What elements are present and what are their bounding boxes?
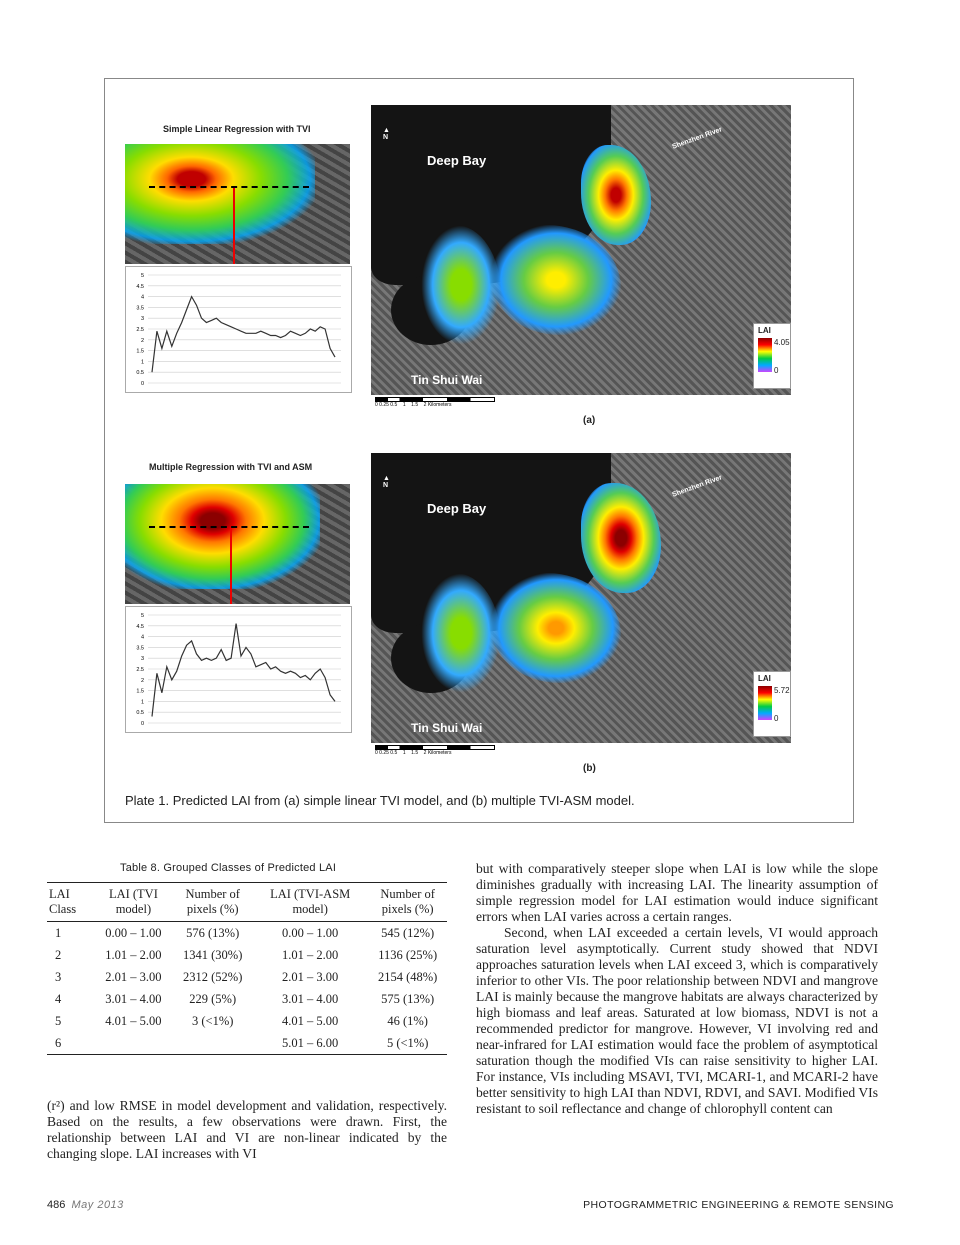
table-header-row xyxy=(47,883,447,922)
table-cell: 1136 (25%) xyxy=(378,947,438,962)
profile-b-ytick-label: 3.5 xyxy=(136,645,144,652)
table-cell: 0.00 – 1.00 xyxy=(282,925,339,940)
table-cell: 3 xyxy=(55,969,62,984)
table-cell: 2 xyxy=(55,947,62,962)
profile-a-ytick-label: 2 xyxy=(140,337,144,344)
table-cell: 1 xyxy=(55,925,62,940)
table-cell: 3.01 – 4.00 xyxy=(105,991,162,1006)
issue-date: May 2013 xyxy=(71,1199,124,1211)
left-paragraph: (r²) and low RMSE in model development and validation, respectively. Based on the results, a few observations were drawn. First, the relationship between LAI and VI are non-linear indicated by the changing slope. LAI increases with VI xyxy=(47,1098,447,1161)
right-paragraph-1: but with comparatively steeper slope when LAI is low while the slope diminishes gradually with increasing LAI. The linearity assumption of simple regression model for LAI estimation would induce significant errors when LAI varies across a certain ranges. xyxy=(476,861,878,924)
legend-min-a: 0 xyxy=(774,366,779,375)
tin-shui-wai-label-a: Tin Shui Wai xyxy=(411,373,483,387)
table-row xyxy=(47,1010,447,1032)
panel-letter-b: (b) xyxy=(583,763,596,774)
panel-b-map xyxy=(371,453,791,743)
profile-a-ytick-label: 5 xyxy=(140,273,144,279)
panel-a-map xyxy=(371,105,791,395)
north-arrow-b: ▲ N xyxy=(383,475,390,489)
plate-1-figure xyxy=(104,78,854,823)
shenzhen-river-label-a: Shenzhen River xyxy=(671,126,724,151)
profile-b-ytick-label: 3 xyxy=(140,656,144,663)
profile-a-series-line xyxy=(152,297,335,373)
header-pixels-tvi: Number of pixels (%) xyxy=(185,887,240,916)
panel-b-profile-svg xyxy=(126,607,351,732)
table-cell: 2.01 – 3.00 xyxy=(105,969,162,984)
journal-name: PHOTOGRAMMETRIC ENGINEERING & REMOTE SENSING xyxy=(583,1199,894,1211)
table-cell: 3 (<1%) xyxy=(191,1013,234,1028)
legend-title-a: LAI xyxy=(758,326,771,335)
panel-a-profile-chart xyxy=(125,266,352,393)
header-pixels-tvi-asm: Number of pixels (%) xyxy=(380,887,435,916)
legend-max-b: 5.72 xyxy=(774,686,790,695)
table-cell: 1341 (30%) xyxy=(183,947,243,962)
scale-bar-b: 0 0.25 0.5 1 1.5 2 Kilometers xyxy=(375,745,495,756)
table-cell: 229 (5%) xyxy=(189,991,237,1006)
table-cell: 5 (<1%) xyxy=(386,1035,429,1050)
legend-color-bar-a xyxy=(758,338,772,372)
right-paragraph-2: Second, when LAI exceeded a certain levels, VI would approach saturation level asymptotically. Current study showed that NDVI approaches saturation levels when LAI exceed 3, which is comparatively inferior to other VIs. The poor relationship between NDVI and mangrove LAI is mainly because the mangrove habitats are always characterized by high biomass and leaf areas. Saturated at low biomass, NDVI is not a recommended predictor for mangrove. However, VI involving red and near-infrared for LAI estimation would face the problem of asymptotical saturation though the modified VIs can raise sensitivity to higher LAI. For instance, VIs including MSAVI, TVI, MCARI-1, and MCARI-2 have better sensitivity to high LAI than NDVI, RDVI, and SAVI. Modified VIs resistant to soil reflectance and change of chlorophyll content can xyxy=(476,925,878,1116)
profile-a-ytick-label: 3 xyxy=(140,316,144,323)
table-cell xyxy=(93,1032,173,1055)
table-cell: 4 xyxy=(55,991,62,1006)
table-cell: 1.01 – 2.00 xyxy=(105,947,162,962)
profile-b-ytick-label: 2 xyxy=(140,677,144,684)
lai-legend-a xyxy=(753,323,791,389)
lai-legend-b xyxy=(753,671,791,737)
profile-a-ytick-label: 4 xyxy=(140,294,144,301)
header-lai-tvi: LAI (TVI model) xyxy=(108,887,158,916)
table-cell: 575 (13%) xyxy=(381,991,435,1006)
profile-b-series-line xyxy=(152,624,335,717)
table-cell: 1.01 – 2.00 xyxy=(282,947,339,962)
table-cell: 3.01 – 4.00 xyxy=(282,991,339,1006)
table-cell: 46 (1%) xyxy=(387,1013,428,1028)
legend-color-bar-b xyxy=(758,686,772,720)
scale-bar-a: 0 0.25 0.5 1 1.5 2 Kilometers xyxy=(375,397,495,408)
table-cell: 2.01 – 3.00 xyxy=(282,969,339,984)
left-column-text xyxy=(47,1098,447,1162)
header-lai-tvi-asm: LAI (TVI-ASM model) xyxy=(270,887,351,916)
table-cell: 545 (12%) xyxy=(381,925,435,940)
table-cell: 0.00 – 1.00 xyxy=(105,925,162,940)
table-row xyxy=(47,988,447,1010)
profile-b-ytick-label: 4 xyxy=(140,634,144,641)
table-cell: 5.01 – 6.00 xyxy=(282,1035,339,1050)
profile-a-ytick-label: 1 xyxy=(140,359,144,366)
profile-b-ytick-label: 0 xyxy=(140,721,144,727)
profile-a-ytick-label: 2.5 xyxy=(136,327,144,333)
legend-max-a: 4.05 xyxy=(774,338,790,347)
table-8-caption: Table 8. Grouped Classes of Predicted LAI xyxy=(120,862,337,874)
profile-b-ytick-label: 1 xyxy=(140,699,144,706)
table-cell: 2154 (48%) xyxy=(377,969,438,984)
table-cell: 576 (13%) xyxy=(186,925,240,940)
panel-letter-a: (a) xyxy=(583,415,596,426)
profile-a-ytick-label: 0 xyxy=(140,381,144,387)
profile-a-ytick-label: 1.5 xyxy=(136,348,144,355)
profile-b-ytick-label: 5 xyxy=(140,613,144,619)
table-cell xyxy=(173,1032,252,1055)
table-cell: 4.01 – 5.00 xyxy=(105,1013,162,1028)
right-column-text xyxy=(476,861,878,1117)
table-cell: 5 xyxy=(55,1013,62,1028)
table-cell: 4.01 – 5.00 xyxy=(282,1013,339,1028)
panel-b-zoom-map xyxy=(125,484,350,604)
profile-a-ytick-label: 4.5 xyxy=(136,283,144,290)
footer-page-info xyxy=(47,1199,124,1211)
deep-bay-label-b: Deep Bay xyxy=(427,501,487,516)
legend-min-b: 0 xyxy=(774,714,779,723)
profile-b-ytick-label: 2.5 xyxy=(136,667,144,673)
table-8 xyxy=(47,882,447,1055)
table-row xyxy=(47,922,447,945)
table-cell: 2312 (52%) xyxy=(183,969,243,984)
legend-title-b: LAI xyxy=(758,674,771,683)
profile-a-ytick-label: 0.5 xyxy=(136,370,144,377)
panel-b-title: Multiple Regression with TVI and ASM xyxy=(149,462,313,472)
panel-b-profile-chart xyxy=(125,606,352,733)
profile-b-ytick-label: 4.5 xyxy=(136,623,144,630)
table-row xyxy=(47,966,447,988)
table-cell: 6 xyxy=(55,1035,62,1050)
deep-bay-label-a: Deep Bay xyxy=(427,153,487,168)
page-number: 486 xyxy=(47,1199,66,1211)
shenzhen-river-label-b: Shenzhen River xyxy=(671,474,724,499)
panel-a-profile-svg xyxy=(126,267,351,392)
profile-b-ytick-label: 1.5 xyxy=(136,688,144,695)
panel-a-title: Simple Linear Regression with TVI xyxy=(163,124,311,134)
table-row xyxy=(47,1032,447,1055)
table-row xyxy=(47,944,447,966)
panel-a-zoom-map xyxy=(125,144,350,264)
profile-a-ytick-label: 3.5 xyxy=(136,305,144,312)
profile-b-ytick-label: 0.5 xyxy=(136,710,144,717)
tin-shui-wai-label-b: Tin Shui Wai xyxy=(411,721,483,735)
header-lai-class: LAI Class xyxy=(49,887,77,916)
plate-caption: Plate 1. Predicted LAI from (a) simple linear TVI model, and (b) multiple TVI-ASM model. xyxy=(125,793,635,808)
north-arrow-a: ▲ N xyxy=(383,127,390,141)
